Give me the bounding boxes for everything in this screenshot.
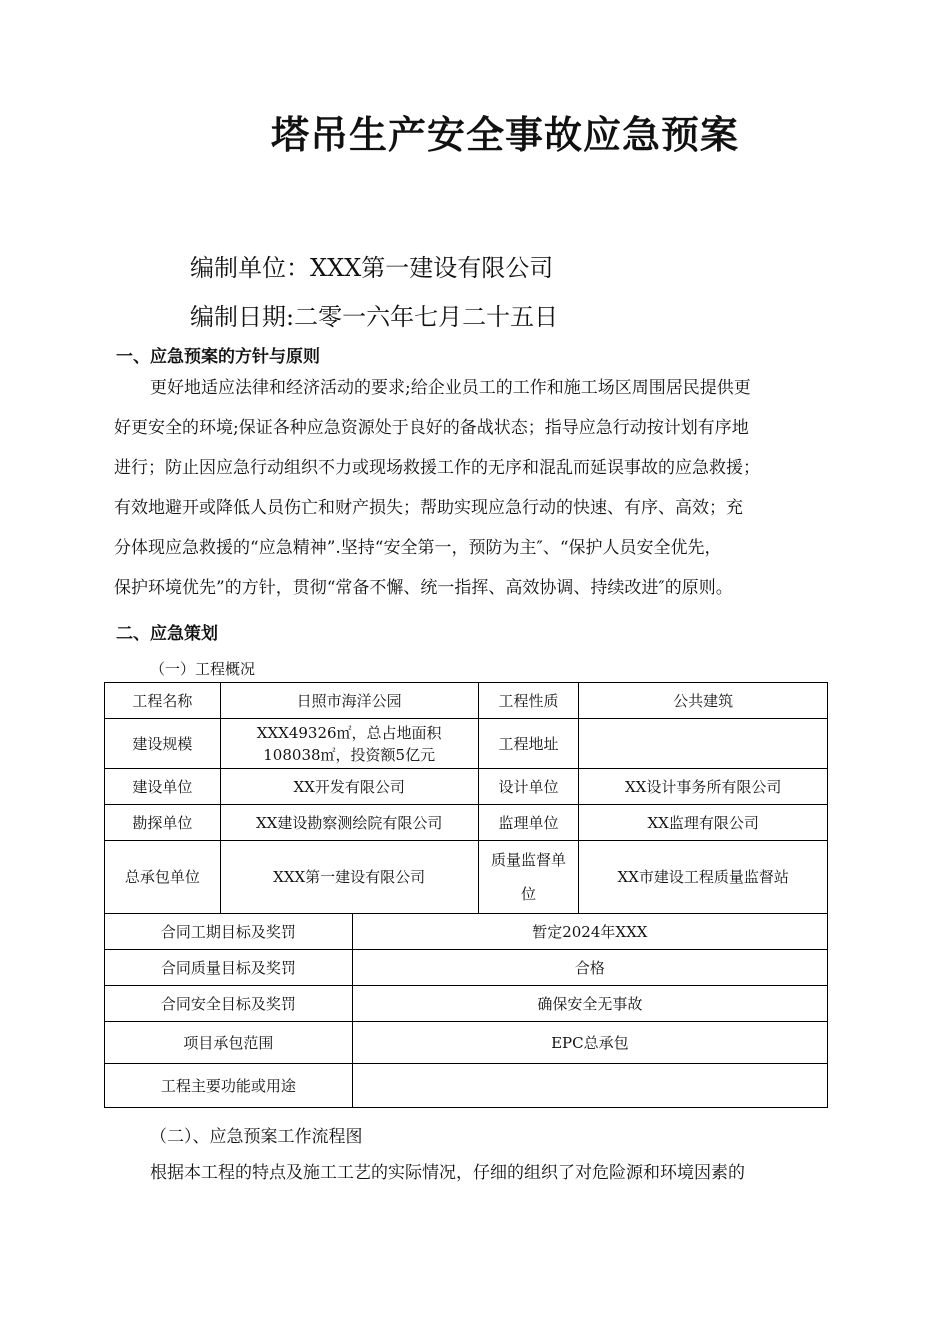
table-cell: XXX第一建设有限公司: [220, 841, 478, 914]
table-cell: 工程名称: [105, 683, 221, 719]
body-line: 有效地避开或降低人员伤亡和财产损失；帮助实现应急行动的快速、有序、高效；充: [114, 498, 743, 518]
table-cell: XX建设勘察测绘院有限公司: [220, 805, 478, 841]
table-row: [105, 805, 828, 841]
body-line: 好更安全的环境;保证各种应急资源处于良好的备战状态；指导应急行动按计划有序地: [114, 418, 749, 438]
cell-line: 108038㎡，投资额5亿元: [263, 745, 436, 764]
table-cell: 合同质量目标及奖罚: [105, 950, 353, 986]
table-cell: 项目承包范围: [105, 1022, 353, 1064]
table-cell: 总承包单位: [105, 841, 221, 914]
body-line: 更好地适应法律和经济活动的要求;给企业员工的工作和施工场区周围居民提供更: [150, 378, 751, 398]
cell-line: XXX49326㎡，总占地面积: [256, 723, 442, 742]
table-row: [105, 950, 828, 986]
table-cell: 合格: [352, 950, 827, 986]
table-cell: 勘探单位: [105, 805, 221, 841]
table-cell: 公共建筑: [579, 683, 828, 719]
table-row: [105, 1022, 828, 1064]
table-cell: 日照市海洋公园: [220, 683, 478, 719]
table-row: [105, 769, 828, 805]
body-line: 进行；防止因应急行动组织不力或现场救援工作的无序和混乱而延误事故的应急救援；: [114, 458, 760, 478]
body-line: 根据本工程的特点及施工工艺的实际情况，仔细的组织了对危险源和环境因素的: [150, 1163, 745, 1183]
table-cell: 工程地址: [478, 719, 579, 769]
table-cell: 确保安全无事故: [352, 986, 827, 1022]
table-row: [105, 719, 828, 769]
table-row: [105, 914, 828, 950]
table-cell: 监理单位: [478, 805, 579, 841]
table-cell: 建设规模: [105, 719, 221, 769]
section-2-heading: 二、应急策划: [116, 624, 218, 644]
table-cell: 合同工期目标及奖罚: [105, 914, 353, 950]
compiling-unit: 编制单位：XXX第一建设有限公司: [190, 254, 554, 282]
table-row: [105, 1064, 828, 1108]
table-cell: 工程主要功能或用途: [105, 1064, 353, 1108]
cell-line: 位: [520, 885, 536, 903]
body-line: 分体现应急救援的“应急精神”.坚持“安全第一，预防为主″、“保护人员安全优先，: [114, 538, 722, 558]
table-cell: [352, 1064, 827, 1108]
table-cell: 工程性质: [478, 683, 579, 719]
document-title: 塔吊生产安全事故应急预案: [270, 113, 739, 157]
subsection-flowchart: （二）、应急预案工作流程图: [150, 1127, 363, 1147]
section-1-body: [114, 368, 838, 608]
table-cell: 建设单位: [105, 769, 221, 805]
compiling-date: 编制日期:二零一六年七月二十五日: [190, 303, 559, 331]
table-cell: [220, 719, 478, 769]
table-row: [105, 841, 828, 914]
cell-line: 质量监督单: [490, 851, 566, 869]
table-cell: [579, 719, 828, 769]
table-cell: XX设计事务所有限公司: [579, 769, 828, 805]
table-cell: XX市建设工程质量监督站: [579, 841, 828, 914]
section-1-heading: 一、应急预案的方针与原则: [116, 347, 320, 367]
subsection-project-overview: （一）工程概况: [150, 660, 256, 678]
table-cell: [478, 841, 579, 914]
table-cell: 暂定2024年XXX: [352, 914, 827, 950]
project-overview-table: [104, 682, 828, 1108]
table-cell: EPC总承包: [352, 1022, 827, 1064]
table-row: [105, 683, 828, 719]
table-cell: 设计单位: [478, 769, 579, 805]
table-row: [105, 986, 828, 1022]
table-cell: 合同安全目标及奖罚: [105, 986, 353, 1022]
table-cell: XX监理有限公司: [579, 805, 828, 841]
body-line: 保护环境优先”的方针，贯彻“常备不懈、统一指挥、高效协调、持续改进″的原则。: [114, 578, 733, 598]
table-cell: XX开发有限公司: [220, 769, 478, 805]
